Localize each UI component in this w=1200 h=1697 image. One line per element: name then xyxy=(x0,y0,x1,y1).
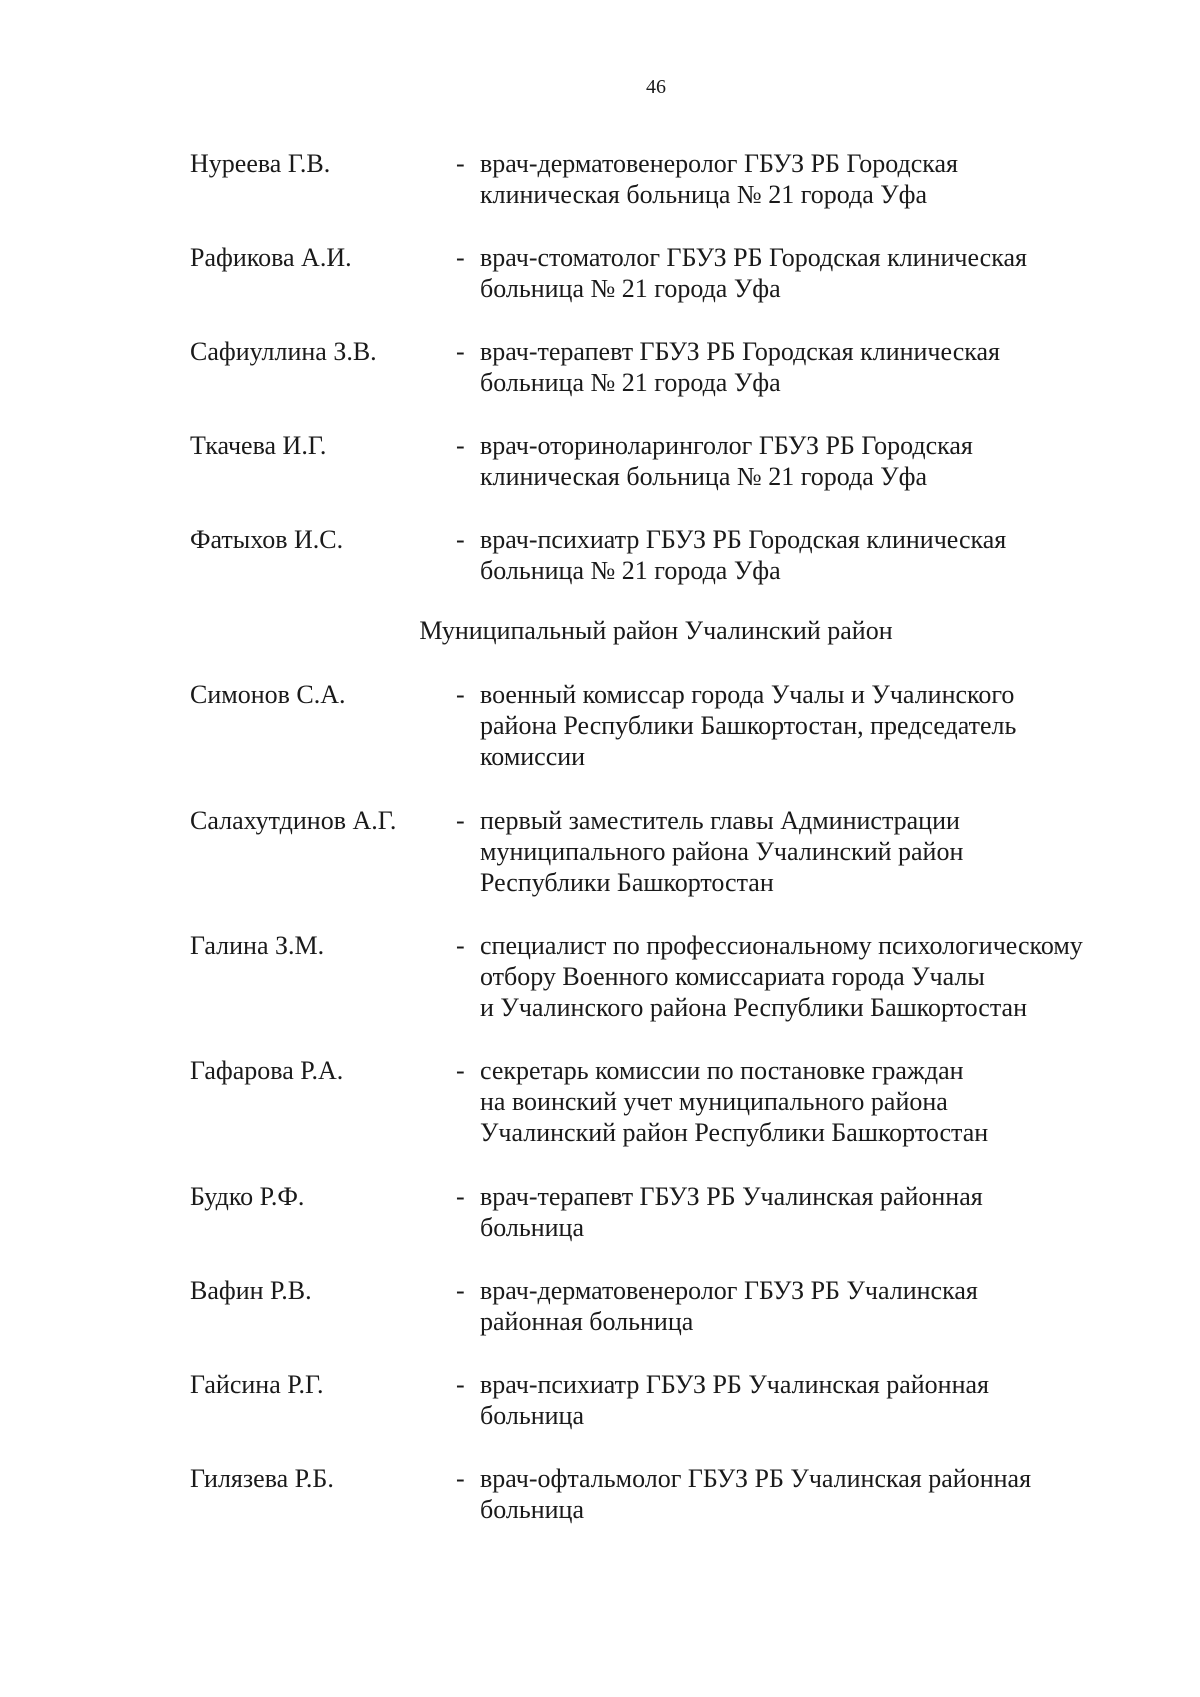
dash: - xyxy=(456,680,465,709)
position-line: района Республики Башкортостан, председатель xyxy=(480,711,1017,740)
member-position xyxy=(480,1369,1130,1431)
member-position xyxy=(480,1275,1130,1337)
dash: - xyxy=(456,1182,465,1211)
position-line: врач-дерматовенеролог ГБУЗ РБ Учалинская xyxy=(480,1276,978,1305)
member-position xyxy=(480,930,1130,1023)
dash: - xyxy=(456,337,465,366)
position-line: отбору Военного комиссариата города Учалы xyxy=(480,962,985,991)
position-line: комиссии xyxy=(480,742,586,771)
member-position xyxy=(480,242,1130,304)
member-name: Гилязева Р.Б. xyxy=(190,1464,334,1493)
position-line: врач-терапевт ГБУЗ РБ Учалинская районная xyxy=(480,1182,983,1211)
position-line: больница № 21 города Уфа xyxy=(480,274,781,303)
position-line: на воинский учет муниципального района xyxy=(480,1087,948,1116)
member-name: Фатыхов И.С. xyxy=(190,525,344,554)
member-position xyxy=(480,336,1130,398)
position-line: больница № 21 города Уфа xyxy=(480,556,781,585)
position-line: больница № 21 города Уфа xyxy=(480,368,781,397)
member-name: Вафин Р.В. xyxy=(190,1276,312,1305)
position-line: клиническая больница № 21 города Уфа xyxy=(480,462,928,491)
position-line: Республики Башкортостан xyxy=(480,868,774,897)
dash: - xyxy=(456,1370,465,1399)
member-name: Салахутдинов А.Г. xyxy=(190,806,397,835)
member-name: Галина З.М. xyxy=(190,931,325,960)
dash: - xyxy=(456,931,465,960)
dash: - xyxy=(456,1276,465,1305)
position-line: больница xyxy=(480,1401,584,1430)
member-position xyxy=(480,679,1130,772)
member-name: Нуреева Г.В. xyxy=(190,149,331,178)
position-line: врач-терапевт ГБУЗ РБ Городская клиническая xyxy=(480,337,1000,366)
position-line: врач-офтальмолог ГБУЗ РБ Учалинская районная xyxy=(480,1464,1032,1493)
member-name: Гайсина Р.Г. xyxy=(190,1370,324,1399)
dash: - xyxy=(456,1056,465,1085)
dash: - xyxy=(456,525,465,554)
member-position xyxy=(480,430,1130,492)
position-line: Учалинский район Республики Башкортостан xyxy=(480,1118,989,1147)
dash: - xyxy=(456,149,465,178)
dash: - xyxy=(456,243,465,272)
position-line: специалист по профессиональному психологическому xyxy=(480,931,1083,960)
position-line: врач-дерматовенеролог ГБУЗ РБ Городская xyxy=(480,149,958,178)
position-line: врач-оториноларинголог ГБУЗ РБ Городская xyxy=(480,431,973,460)
member-position xyxy=(480,1055,1130,1148)
position-line: больница xyxy=(480,1213,584,1242)
dash: - xyxy=(456,431,465,460)
position-line: врач-психиатр ГБУЗ РБ Городская клиническая xyxy=(480,525,1007,554)
position-line: и Учалинского района Республики Башкортостан xyxy=(480,993,1027,1022)
member-position xyxy=(480,1181,1130,1243)
section-heading: Муниципальный район Учалинский район xyxy=(419,616,893,645)
position-line: больница xyxy=(480,1495,584,1524)
member-position xyxy=(480,1463,1130,1525)
member-name: Ткачева И.Г. xyxy=(190,431,327,460)
position-line: военный комиссар города Учалы и Учалинского xyxy=(480,680,1015,709)
member-position xyxy=(480,805,1130,898)
position-line: секретарь комиссии по постановке граждан xyxy=(480,1056,964,1085)
position-line: клиническая больница № 21 города Уфа xyxy=(480,180,928,209)
member-name: Рафикова А.И. xyxy=(190,243,352,272)
dash: - xyxy=(456,806,465,835)
member-name: Гафарова Р.А. xyxy=(190,1056,344,1085)
position-line: первый заместитель главы Администрации xyxy=(480,806,960,835)
position-line: врач-стоматолог ГБУЗ РБ Городская клиническая xyxy=(480,243,1027,272)
position-line: муниципального района Учалинский район xyxy=(480,837,964,866)
page-number: 46 xyxy=(646,76,666,98)
position-line: районная больница xyxy=(480,1307,694,1336)
dash: - xyxy=(456,1464,465,1493)
member-position xyxy=(480,524,1130,586)
member-name: Будко Р.Ф. xyxy=(190,1182,305,1211)
position-line: врач-психиатр ГБУЗ РБ Учалинская районная xyxy=(480,1370,989,1399)
member-name: Сафиуллина З.В. xyxy=(190,337,377,366)
member-name: Симонов С.А. xyxy=(190,680,346,709)
member-position xyxy=(480,148,1130,210)
